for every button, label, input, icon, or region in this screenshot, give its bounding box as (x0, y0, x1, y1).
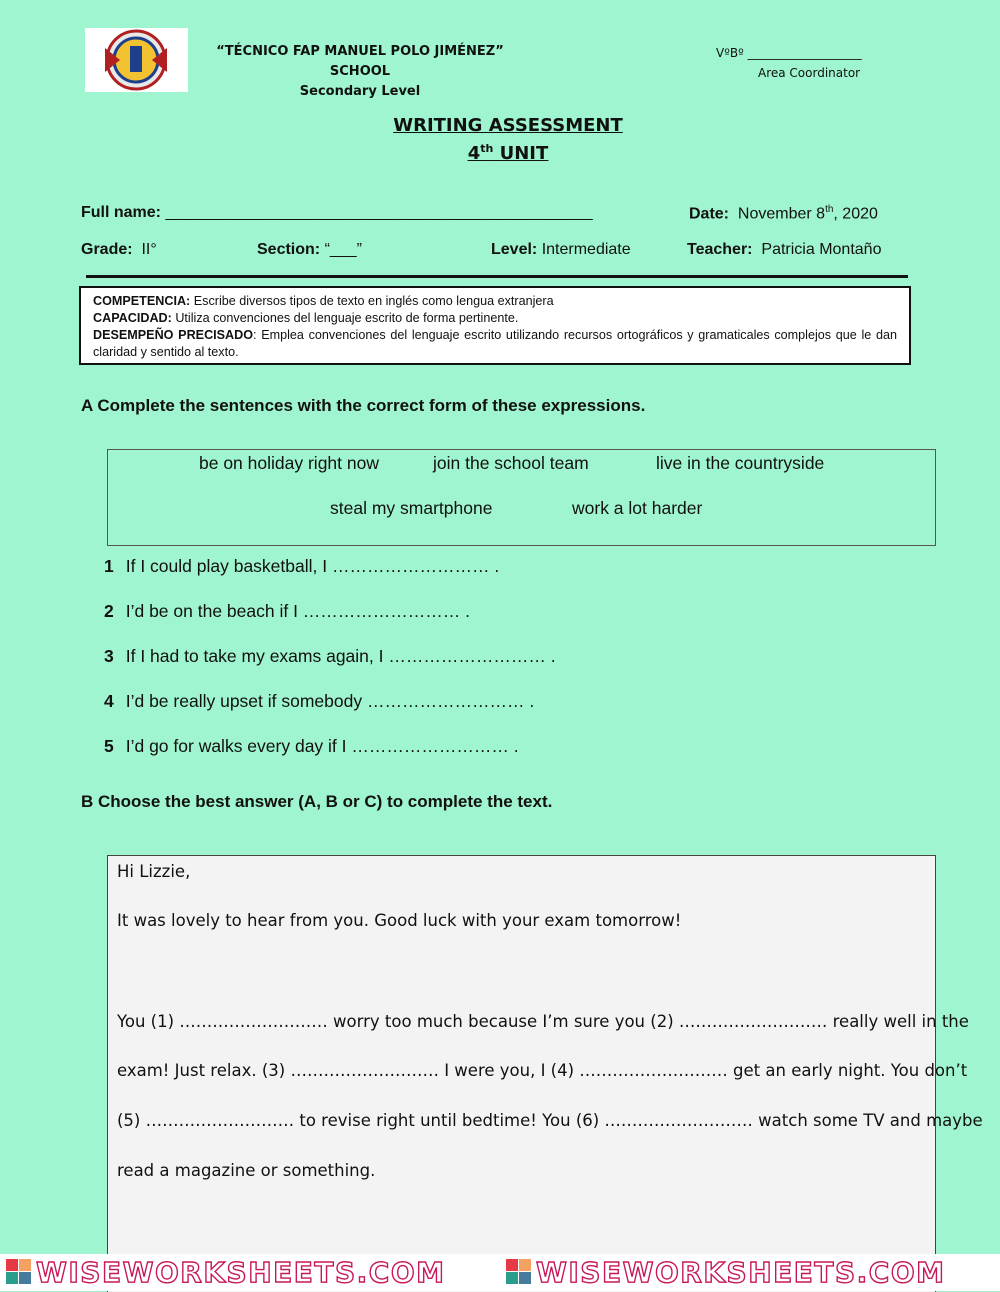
section-field: Section: “___” (257, 241, 362, 258)
full-name-field (81, 204, 593, 222)
letter-line: exam! Just relax. (3) ……………………… I were you, I (4) ……………………… get an early night. You don’t (117, 1061, 968, 1080)
desempeno-line: DESEMPEÑO PRECISADO: Emplea convenciones del lenguaje escrito utilizando recursos ortográficos y gramaticales complejos que le dan claridad y sentido al texto. (93, 328, 897, 359)
school-name: “TÉCNICO FAP MANUEL POLO JIMÉNEZ” SCHOOL (216, 44, 504, 79)
sentence-item: 5 I’d go for walks every day if I ……………………… . (104, 736, 519, 756)
competencies-box (79, 286, 911, 365)
school-logo (85, 28, 188, 92)
letter-line: You (1) ……………………… worry too much because I’m sure you (2) ……………………… really well in the (117, 1012, 969, 1031)
watermark-text: WISEWORKSHEETS.COM (36, 1256, 446, 1289)
teacher-field: Teacher: Patricia Montaño (687, 241, 882, 258)
unit-title: 4th UNIT (467, 142, 549, 164)
watermark-footer (0, 1254, 1000, 1291)
letter-box (107, 855, 983, 1292)
letter-line: It was lovely to hear from you. Good luck with your exam tomorrow! (117, 911, 682, 930)
school-header (190, 42, 530, 102)
expression-item: join the school team (433, 453, 589, 473)
area-coordinator-label: Area Coordinator (758, 66, 861, 80)
expression-item: steal my smartphone (330, 498, 493, 518)
expression-item: work a lot harder (572, 498, 703, 518)
level-field: Level: Intermediate (491, 241, 631, 258)
letter-line: read a magazine or something. (117, 1161, 376, 1180)
section-b-heading: B Choose the best answer (A, B or C) to complete the text. (81, 792, 553, 811)
expression-item: be on holiday right now (199, 453, 379, 473)
assessment-title: WRITING ASSESSMENT (393, 115, 623, 136)
school-level: Secondary Level (299, 84, 421, 99)
capacidad-line: CAPACIDAD: Utiliza convenciones del lenguaje escrito de forma pertinente. (93, 311, 519, 325)
vobo-signature-line: VºBº ___________________ (716, 46, 862, 60)
wiseworksheets-logo-icon (6, 1259, 32, 1285)
full-name-line: ________________________________________________ (165, 204, 593, 221)
expression-item: live in the countryside (656, 453, 825, 473)
letter-line: (5) ……………………… to revise right until bedtime! You (6) ……………………… watch some TV and maybe (117, 1111, 983, 1130)
section-a-heading: A Complete the sentences with the correct form of these expressions. (81, 396, 646, 415)
expressions-box (107, 449, 936, 546)
sentence-item: 2 I’d be on the beach if I ……………………… . (104, 601, 471, 621)
grade-field: Grade: II° (81, 241, 157, 258)
letter-line: Hi Lizzie, (117, 862, 191, 881)
sentence-item: 4 I’d be really upset if somebody ……………………… . (104, 691, 535, 711)
divider (86, 275, 908, 278)
wiseworksheets-logo-icon (506, 1259, 532, 1285)
watermark-text: WISEWORKSHEETS.COM (536, 1256, 946, 1289)
competencia-line: COMPETENCIA: Escribe diversos tipos de texto en inglés como lengua extranjera (93, 294, 554, 308)
sentence-item: 1 If I could play basketball, I ……………………… . (104, 556, 500, 576)
sentence-item: 3 If I had to take my exams again, I ……………………… . (104, 646, 556, 666)
full-name-label: Full name: (81, 204, 162, 221)
date-field: Date: November 8th, 2020 (689, 204, 878, 223)
